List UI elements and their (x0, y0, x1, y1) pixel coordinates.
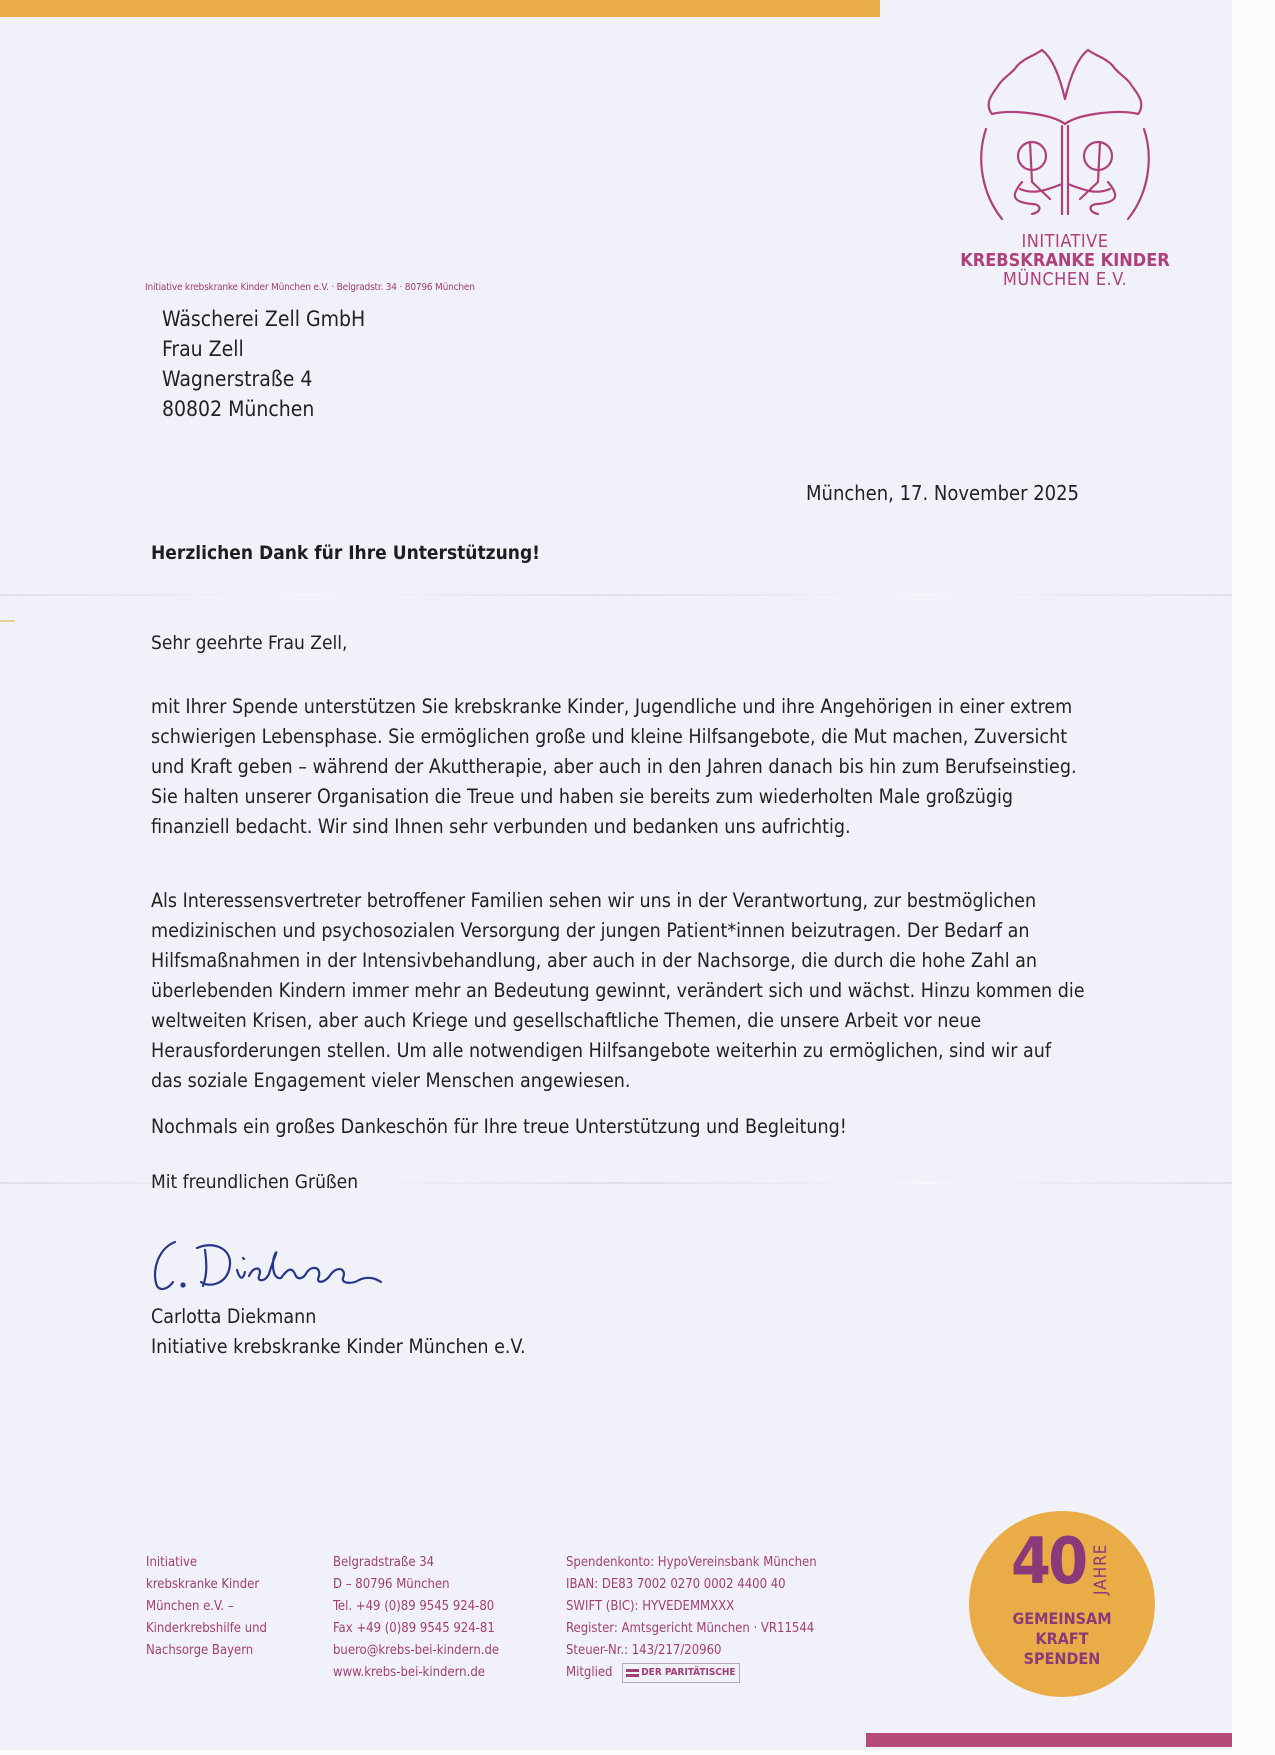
footer-website-link[interactable]: www.krebs-bei-kindern.de (333, 1665, 485, 1680)
footer-contact (333, 1552, 499, 1684)
member-logo-text: DER PARITÄTISCHE (641, 1666, 736, 1678)
recipient-city: 80802 München (162, 397, 315, 421)
signer-organization: Initiative krebskranke Kinder München e.V. (151, 1335, 526, 1358)
fold-mark (0, 620, 15, 622)
footer-tax-number: Steuer-Nr.: 143/217/20960 (566, 1643, 722, 1658)
badge-line: GEMEINSAM (1012, 1609, 1112, 1628)
handwritten-signature (145, 1230, 445, 1300)
member-label: Mitglied (566, 1665, 613, 1680)
footer-line: Initiative (146, 1555, 198, 1570)
badge-jahre: JAHRE (1091, 1543, 1111, 1595)
logo-text-krebskranke-kinder: KREBSKRANKE KINDER (960, 250, 1170, 271)
paper-fold-line (0, 594, 1232, 596)
body-paragraph-1: mit Ihrer Spende unterstützen Sie krebskranke Kinder, Jugendliche und ihre Angehörigen in einer extrem schwierigen Lebensphase. Sie ermöglichen große und kleine Hilfsangebote, die Mut machen, Zuversicht und Kraft geben – während der Akuttherapie, aber auch in den Jahren danach bis hin zum Berufseinstieg. Sie halten unserer Organisation die Treue und haben sie bereits zum wiederholten Male großzügig finanziell bedacht. Wir sind Ihnen sehr verbunden und bedanken uns aufrichtig. (151, 695, 1077, 838)
body-paragraph-2: Als Interessensvertreter betroffener Familien sehen wir uns in der Verantwortung, zur bestmöglichen medizinischen und psychosozialen Versorgung der jungen Patient*innen beizutragen. Der Bedarf an Hilfsmaßnahmen in der Intensivbehandlung, aber auch in der Nachsorge, die durch die hohe Zahl an überlebenden Kindern immer mehr an Bedeutung gewinnt, verändert sich und wächst. Hinzu kommen die weltweiten Krisen, aber auch Kriege und gesellschaftliche Themen, die unsere Arbeit vor neue Herausforderungen stellen. Um alle notwendigen Hilfsangebote weiterhin zu ermöglichen, sind wir auf das soziale Engagement vieler Menschen angewiesen. (151, 889, 1085, 1092)
badge-line: SPENDEN (1023, 1649, 1101, 1668)
recipient-company: Wäscherei Zell GmbH (162, 307, 366, 331)
footer-iban: IBAN: DE83 7002 0270 0002 4400 40 (566, 1577, 786, 1592)
recipient-address (162, 304, 365, 424)
footer-organization (146, 1552, 267, 1662)
footer-line: München e.V. – (146, 1599, 234, 1614)
recipient-street: Wagnerstraße 4 (162, 367, 313, 391)
letter-date: München, 17. November 2025 (806, 481, 1079, 505)
footer-city: D – 80796 München (333, 1577, 450, 1592)
bottom-accent-bar (866, 1733, 1232, 1747)
footer-line: krebskranke Kinder (146, 1577, 260, 1592)
equals-bars-icon (626, 1669, 639, 1677)
paritaetische-logo (622, 1663, 739, 1683)
footer-bank: Spendenkonto: HypoVereinsbank München (566, 1555, 817, 1570)
salutation: Sehr geehrte Frau Zell, (151, 632, 348, 654)
badge-number: 40 (1011, 1525, 1086, 1599)
footer-bank-details (566, 1552, 817, 1684)
footer-register: Register: Amtsgericht München · VR11544 (566, 1621, 815, 1636)
badge-line: KRAFT (1035, 1629, 1089, 1648)
sender-return-address: Initiative krebskranke Kinder München e.V. · Belgradstr. 34 · 80796 München (145, 282, 475, 293)
logo-text-initiative: INITIATIVE (1021, 231, 1109, 252)
footer-membership (566, 1662, 817, 1684)
signer-block (151, 1302, 526, 1362)
body-paragraph-3: Nochmals ein großes Dankeschön für Ihre treue Unterstützung und Begleitung! (151, 1115, 847, 1138)
recipient-name: Frau Zell (162, 337, 244, 361)
footer-line: Nachsorge Bayern (146, 1643, 254, 1658)
anniversary-badge (969, 1511, 1155, 1697)
closing-greeting: Mit freundlichen Grüßen (151, 1171, 359, 1193)
footer-line: Kinderkrebshilfe und (146, 1621, 267, 1636)
footer-email-link[interactable]: buero@krebs-bei-kindern.de (333, 1643, 500, 1658)
badge-slogan (969, 1609, 1155, 1669)
ginkgo-children-logo-icon (972, 44, 1158, 229)
footer-street: Belgradstraße 34 (333, 1555, 435, 1570)
letter-subject: Herzlichen Dank für Ihre Unterstützung! (151, 542, 540, 564)
footer-fax: Fax +49 (0)89 9545 924-81 (333, 1621, 495, 1636)
signer-name: Carlotta Diekmann (151, 1305, 317, 1328)
footer-swift: SWIFT (BIC): HYVEDEMMXXX (566, 1599, 735, 1614)
top-accent-bar (0, 0, 880, 17)
logo-text-muenchen: MÜNCHEN E.V. (1002, 269, 1128, 290)
footer-phone: Tel. +49 (0)89 9545 924-80 (333, 1599, 495, 1614)
signature-icon (145, 1230, 445, 1300)
organization-logo (950, 44, 1180, 304)
